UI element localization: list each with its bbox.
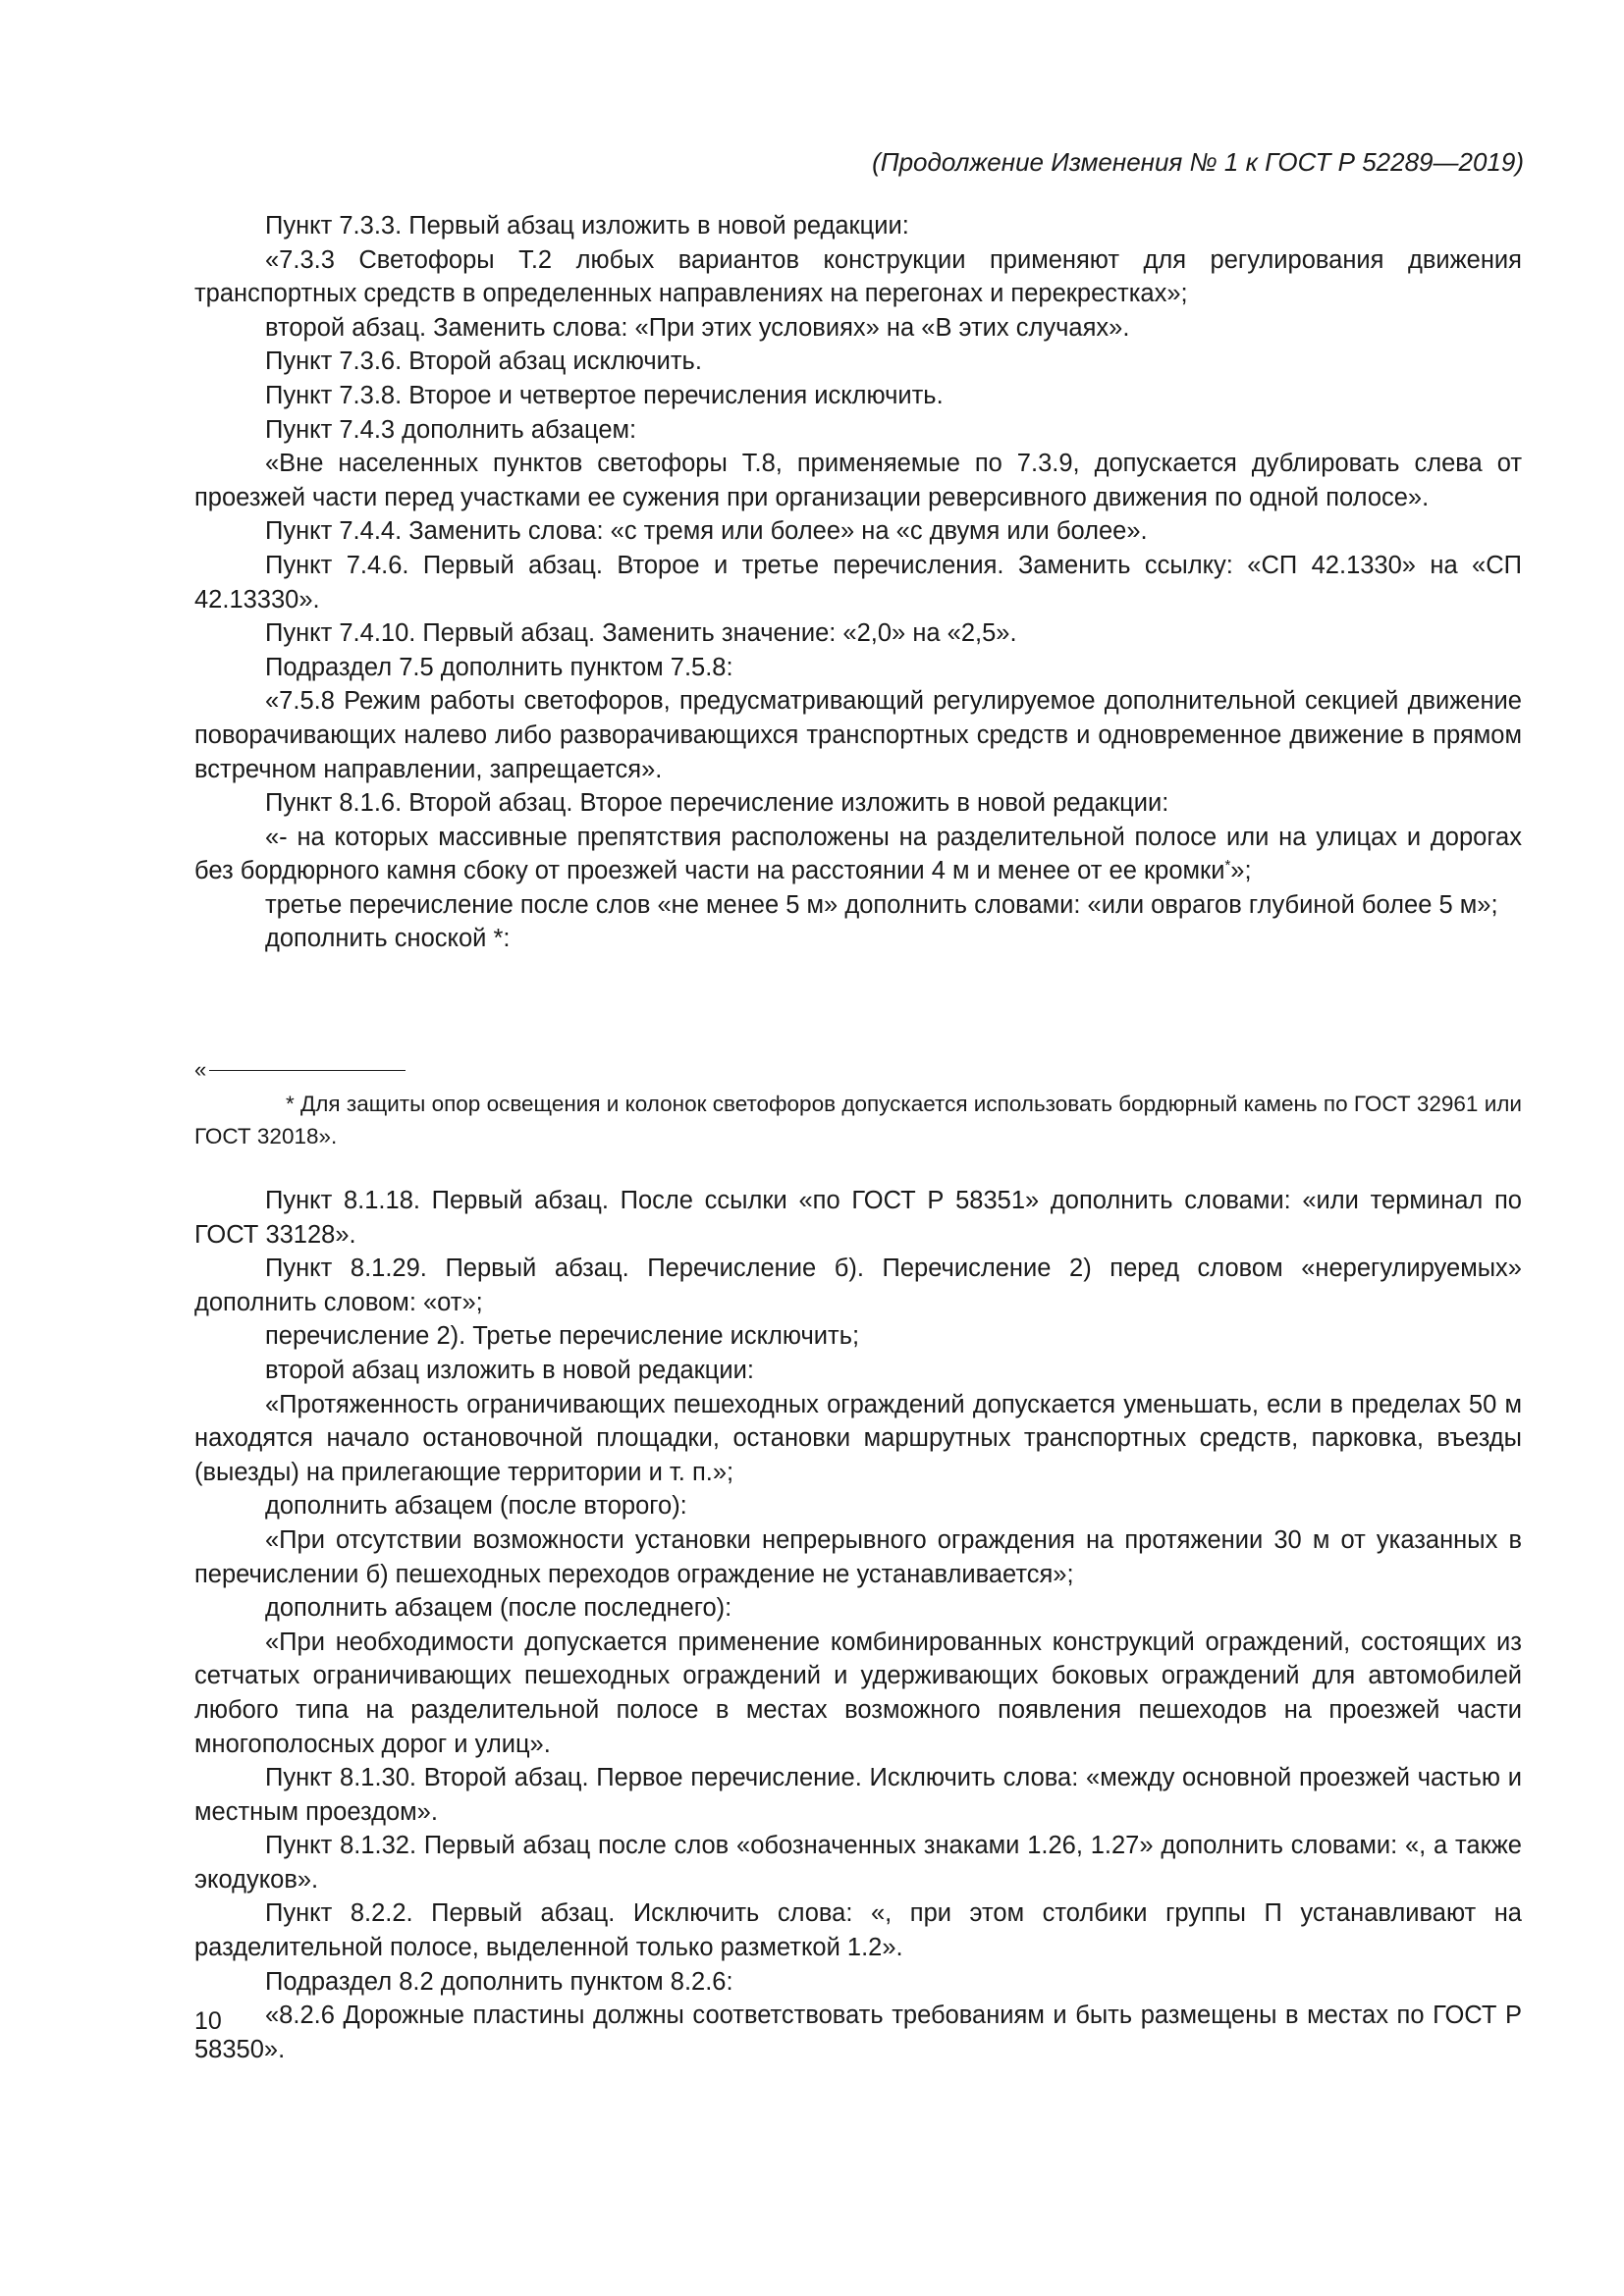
paragraph: Пункт 8.1.18. Первый абзац. После ссылки «по ГОСТ Р 58351» дополнить словами: «или терминал по ГОСТ 33128». xyxy=(194,1187,1522,1249)
page-header: (Продолжение Изменения № 1 к ГОСТ Р 52289—2019) xyxy=(872,147,1524,177)
page-number: 10 xyxy=(194,2007,222,2035)
paragraph: Пункт 7.3.8. Второе и четвертое перечисления исключить. xyxy=(265,381,944,409)
paragraph: второй абзац изложить в новой редакции: xyxy=(265,1356,754,1384)
paragraph: Подраздел 8.2 дополнить пунктом 8.2.6: xyxy=(265,1967,733,1996)
paragraph: Пункт 7.4.3 дополнить абзацем: xyxy=(265,415,637,444)
footnote-quote-mark: « xyxy=(194,1057,207,1082)
paragraph-text-end: »; xyxy=(1230,857,1252,885)
paragraph: Пункт 8.1.29. Первый абзац. Перечисление б). Перечисление 2) перед словом «нерегулируемых» дополнить словом: «от»; xyxy=(194,1255,1522,1316)
paragraph: третье перечисление после слов «не менее 5 м» дополнить словами: «или оврагов глубиной более 5 м»; xyxy=(265,890,1498,919)
paragraph: перечисление 2). Третье перечисление исключить; xyxy=(265,1322,860,1351)
footnote-block xyxy=(194,1058,1522,1152)
footnote-rule xyxy=(209,1070,406,1071)
paragraph: Пункт 7.3.3. Первый абзац изложить в новой редакции: xyxy=(265,212,909,240)
paragraph: «При отсутствии возможности установки непрерывного ограждения на протяжении 30 м от указанных в перечислении б) пешеходных переходов ограждение не устанавливается»; xyxy=(194,1525,1522,1588)
paragraph: «7.3.3 Светофоры Т.2 любых вариантов конструкции применяют для регулирования движения транспортных средств в определенных направлениях на перегонах и перекрестках»; xyxy=(194,245,1522,308)
paragraph: Пункт 8.2.2. Первый абзац. Исключить слова: «, при этом столбики группы П устанавливают на разделительной полосе, выделенной только разметкой 1.2». xyxy=(194,1899,1522,1962)
main-text-top xyxy=(194,209,1522,956)
paragraph: «Вне населенных пунктов светофоры Т.8, применяемые по 7.3.9, допускается дублировать слева от проезжей части перед участками ее сужения при организации реверсивного движения по одной полосе». xyxy=(194,450,1522,511)
paragraph: Пункт 8.1.6. Второй абзац. Второе перечисление изложить в новой редакции: xyxy=(265,789,1169,818)
paragraph: Подраздел 7.5 дополнить пунктом 7.5.8: xyxy=(265,653,733,681)
paragraph: «При необходимости допускается применение комбинированных конструкций ограждений, состоящих из сетчатых ограничивающих пешеходных ограждений и удерживающих боковых ограждений для автомобилей любого типа на разделительной полосе в местах возможного появления пешеходов на проезжей части многополосных дорог и улиц». xyxy=(194,1628,1522,1758)
paragraph: дополнить абзацем (после последнего): xyxy=(265,1594,732,1623)
paragraph: дополнить абзацем (после второго): xyxy=(265,1492,687,1521)
paragraph: Пункт 7.4.4. Заменить слова: «с тремя или более» на «с двумя или более». xyxy=(265,517,1148,546)
paragraph: второй абзац. Заменить слова: «При этих условиях» на «В этих случаях». xyxy=(265,313,1130,342)
paragraph: Пункт 8.1.30. Второй абзац. Первое перечисление. Исключить слова: «между основной проезжей частью и местным проездом». xyxy=(194,1764,1522,1826)
paragraph-with-footnote-ref xyxy=(194,821,1522,888)
main-text-bottom xyxy=(194,1184,1522,2066)
paragraph: Пункт 7.4.6. Первый абзац. Второе и третье перечисления. Заменить ссылку: «СП 42.1330» на «СП 42.13330». xyxy=(194,551,1522,614)
footnote-separator xyxy=(194,1058,1522,1082)
paragraph: дополнить сноской *: xyxy=(265,925,511,953)
footnote-text: * Для защиты опор освещения и колонок светофоров допускается использовать бордюрный камень по ГОСТ 32961 или ГОСТ 32018». xyxy=(194,1092,1522,1148)
paragraph: «8.2.6 Дорожные пластины должны соответствовать требованиям и быть размещены в местах по ГОСТ Р 58350». xyxy=(194,2002,1522,2063)
footnote-reference: * xyxy=(1224,857,1231,875)
paragraph: Пункт 8.1.32. Первый абзац после слов «обозначенных знаками 1.26, 1.27» дополнить словами: «, а также экодуков». xyxy=(194,1832,1522,1894)
paragraph: «7.5.8 Режим работы светофоров, предусматривающий регулируемое дополнительной секцией движение поворачивающих налево либо разворачивающихся транспортных средств и одновременное движение в прямом встречном направлении, запрещается». xyxy=(194,687,1522,783)
paragraph: Пункт 7.3.6. Второй абзац исключить. xyxy=(265,347,702,376)
paragraph: «Протяженность ограничивающих пешеходных ограждений допускается уменьшать, если в пределах 50 м находятся начало остановочной площадки, остановки маршрутных транспортных средств, парковка, въезды (выезды) на прилегающие территории и т. п.»; xyxy=(194,1390,1522,1486)
paragraph: Пункт 7.4.10. Первый абзац. Заменить значение: «2,0» на «2,5». xyxy=(265,619,1017,648)
paragraph-text: «- на которых массивные препятствия расположены на разделительной полосе или на улицах и дорогах без бордюрного камня сбоку от проезжей части на расстоянии 4 м и менее от ее кромки xyxy=(194,823,1522,885)
